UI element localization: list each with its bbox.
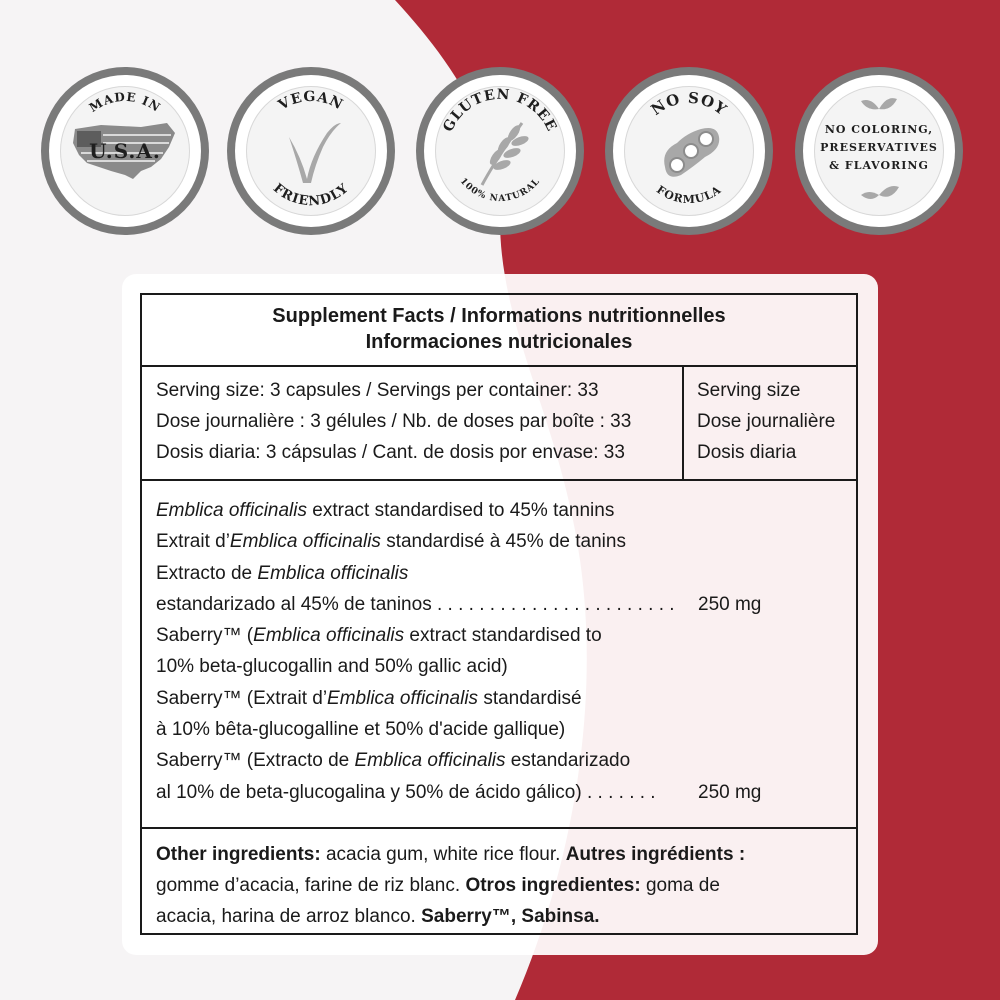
- emblica-line-es: Extracto de Emblica officinalis: [156, 562, 409, 584]
- svg-text:VEGAN: [275, 89, 346, 114]
- serving-line-en: Serving size: 3 capsules / Servings per container: 33: [156, 380, 599, 401]
- other-ingredients: [142, 827, 856, 933]
- badge-no-coloring: [795, 67, 963, 235]
- leaf-v-icon: [289, 123, 341, 183]
- saberry-amount: 250 mg: [698, 781, 762, 803]
- badge-vegan-bottom-text: FRIENDLY: [270, 180, 352, 210]
- soybean-icon: [664, 128, 719, 177]
- emblica-line-en: Emblica officinalis extract standardised to 45% tannins: [156, 500, 615, 521]
- saberry-line-en-2: 10% beta-glucogallin and 50% gallic acid): [156, 656, 508, 678]
- emblica-amount: 250 mg: [698, 593, 762, 615]
- badge-coloring-line-1: NO COLORING,: [824, 123, 934, 136]
- badge-gluten-top-text: GLUTEN FREE: [440, 86, 560, 135]
- serving-row: [142, 367, 856, 481]
- serving-line-fr: Dose journalière : 3 gélules / Nb. de doses par boîte : 33: [156, 411, 632, 432]
- wheat-icon: [482, 123, 530, 185]
- facts-title-1: Supplement Facts / Informations nutritionnelles: [272, 305, 726, 327]
- badge-soy-top-text: NO SOY: [647, 88, 731, 120]
- svg-text:FRIENDLY: [270, 181, 352, 209]
- serving-header-es: Dosis diaria: [697, 442, 797, 463]
- other-line-2: gomme d’acacia, farine de riz blanc. Otros ingredientes: goma de: [156, 875, 720, 896]
- facts-header: [142, 295, 856, 367]
- badge-vegan: [227, 67, 395, 235]
- badge-made-in-usa: [41, 67, 209, 235]
- supplement-facts-table: [140, 293, 858, 935]
- svg-text:GLUTEN FREE: [440, 87, 559, 135]
- saberry-line-fr-2: à 10% bêta-glucogalline et 50% d'acide gallique): [156, 719, 566, 741]
- svg-text:NO SOY: [648, 89, 731, 119]
- badge-usa-top-text: MADE IN: [86, 89, 164, 116]
- badge-coloring-line-3: & FLAVORING: [829, 159, 929, 172]
- serving-line-es: Dosis diaria: 3 cápsulas / Cant. de dosis por envase: 33: [156, 442, 625, 463]
- svg-text:MADE IN: [87, 90, 164, 115]
- emblica-amount-row: estandarizado al 45% de taninos . . . . . . . . . . . . . . . . . . . . . . . 250 mg: [156, 589, 846, 620]
- badge-coloring-line-2: PRESERVATIVES: [820, 141, 938, 154]
- serving-info: [142, 367, 684, 479]
- serving-header-fr: Dose journalière: [697, 411, 836, 432]
- saberry-amount-row: al 10% de beta-glucogalina y 50% de ácido gálico) . . . . . . . 250 mg: [156, 777, 846, 808]
- badge-gluten-free: [416, 67, 584, 235]
- saberry-line-es: Saberry™ (Extracto de Emblica officinalis estandarizado: [156, 750, 631, 772]
- badge-no-soy: [605, 67, 773, 235]
- other-line-1: Other ingredients: acacia gum, white rice flour. Autres ingrédients :: [156, 844, 746, 865]
- emblica-line-fr: Extrait d’Emblica officinalis standardisé à 45% de tanins: [156, 531, 626, 553]
- serving-header-en: Serving size: [697, 380, 801, 401]
- saberry-line-en: Saberry™ (Emblica officinalis extract standardised to: [156, 625, 602, 647]
- svg-text:FORMULA: [654, 183, 724, 206]
- badge-usa-main-text: U.S.A.: [89, 139, 161, 163]
- other-line-3: acacia, harina de arroz blanco. Saberry™, Sabinsa.: [156, 906, 600, 927]
- facts-title-2: Informaciones nutricionales: [365, 331, 633, 353]
- badge-soy-bottom-text: FORMULA: [654, 183, 724, 207]
- svg-text:100% NATURAL: [458, 176, 543, 204]
- badge-vegan-top-text: VEGAN: [275, 88, 346, 114]
- badge-gluten-bottom-text: 100% NATURAL: [457, 176, 543, 205]
- ingredients-list: [156, 495, 846, 808]
- serving-header: [684, 367, 856, 479]
- saberry-line-fr: Saberry™ (Extrait d’Emblica officinalis standardisé: [156, 687, 582, 709]
